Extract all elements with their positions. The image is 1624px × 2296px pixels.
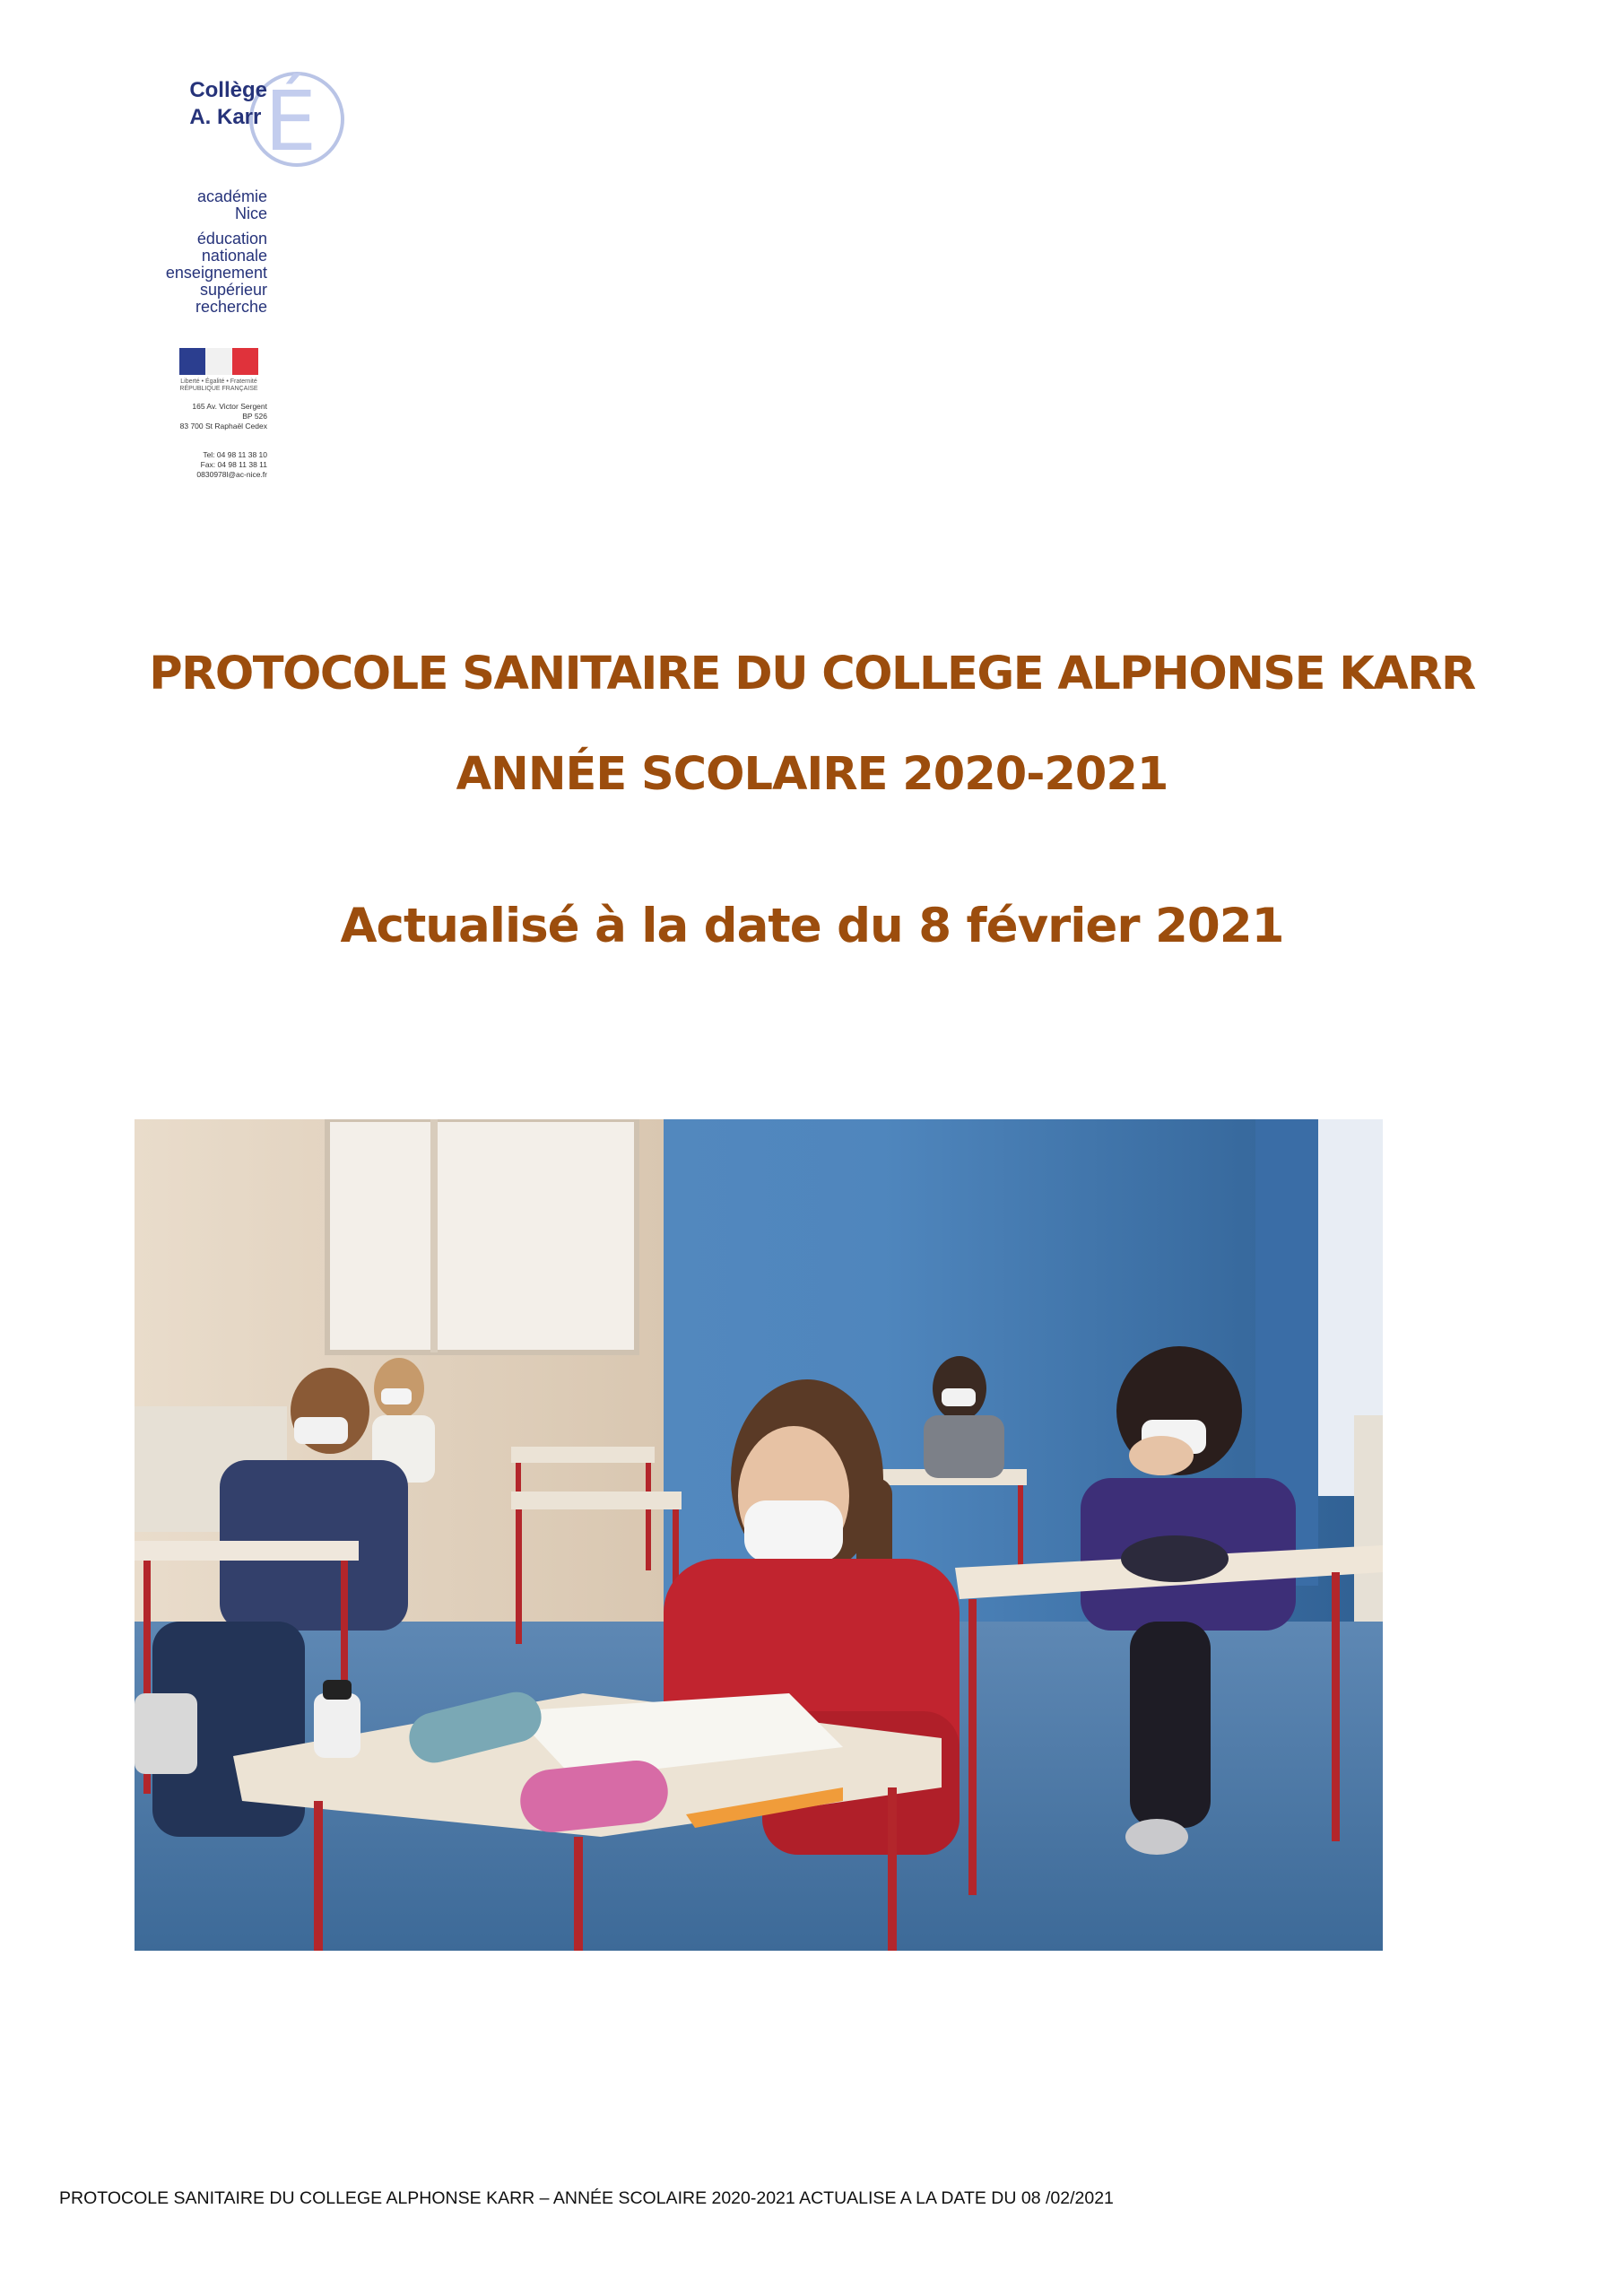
ministry-line: éducation xyxy=(196,230,267,248)
ministry-line: supérieur xyxy=(199,281,267,299)
ministry-line: nationale xyxy=(201,247,267,265)
page-footer: PROTOCOLE SANITAIRE DU COLLEGE ALPHONSE KARR – ANNÉE SCOLAIRE 2020-2021 ACTUALISE A LA DATE DU 08 /02/2021 xyxy=(59,2188,1114,2208)
address-line: BP 526 xyxy=(242,412,267,421)
ministry-line: recherche xyxy=(195,298,267,316)
college-name-line1: Collège xyxy=(189,78,267,102)
document-title: PROTOCOLE SANITAIRE DU COLLEGE ALPHONSE KARR xyxy=(149,648,1475,700)
contact-tel: Tel: 04 98 11 38 10 xyxy=(203,450,267,459)
school-year-title: ANNÉE SCOLAIRE 2020-2021 xyxy=(456,748,1168,801)
college-address xyxy=(106,402,267,431)
address-line: 165 Av. Victor Sergent xyxy=(192,402,267,411)
classroom-photo xyxy=(135,1119,1383,1951)
update-date-title: Actualisé à la date du 8 février 2021 xyxy=(340,899,1284,953)
college-name-line2: A. Karr xyxy=(189,105,262,129)
ministry-block xyxy=(106,188,267,316)
french-flag-icon xyxy=(179,348,258,375)
ministry-line: académie xyxy=(196,187,267,205)
college-contacts xyxy=(106,450,267,480)
address-line: 83 700 St Raphaël Cedex xyxy=(179,422,267,430)
republic-motto: Liberté • Égalité • Fraternité RÉPUBLIQUE FRANÇAISE xyxy=(179,378,258,392)
ministry-line: enseignement xyxy=(165,264,267,282)
contact-fax: Fax: 04 98 11 38 11 xyxy=(200,460,267,469)
ministry-line: Nice xyxy=(234,204,267,222)
academy-emblem-letter: É xyxy=(265,74,317,170)
college-name xyxy=(189,77,267,131)
contact-email: 0830978l@ac-nice.fr xyxy=(196,470,267,479)
college-logo xyxy=(135,27,350,479)
